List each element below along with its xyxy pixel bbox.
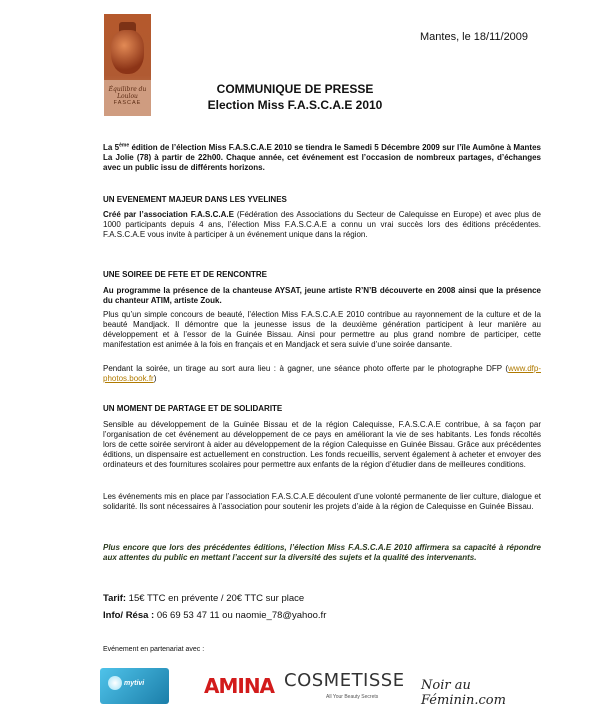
mytivi-icon	[108, 676, 122, 690]
closing-statement: Plus encore que lors des précédentes éditions, l’élection Miss F.A.S.C.A.E 2010 affirmera sa capacité à répondre aux attentes du public en mettant l’accent sur la diversité des sujets et la qualité des intervenants.	[103, 543, 541, 562]
document-date: Mantes, le 18/11/2009	[420, 31, 529, 43]
section-heading-evenement: UN EVENEMENT MAJEUR DANS LES YVELINES	[103, 195, 287, 204]
section3-paragraph-2: Les événements mis en place par l’association F.A.S.C.A.E découlent d’une volonté permanente de lier culture, dialogue et solidarité. Ils sont nécessaires à l’association pour soutenir les projets d’aide à la région de Calequisse en Guinée Bissau.	[103, 492, 541, 511]
dfp-photos-link[interactable]: www.dfp-photos.book.fr	[103, 364, 541, 383]
vase-icon	[111, 30, 144, 74]
cosmetisse-logo	[284, 668, 405, 704]
section1-paragraph	[103, 210, 541, 240]
info-label: Info/ Résa :	[103, 610, 155, 621]
intro-superscript: ème	[119, 142, 130, 149]
page-title: COMMUNIQUE DE PRESSE	[216, 82, 374, 96]
section2-bold-paragraph: Au programme la présence de la chanteuse AYSAT, jeune artiste R’N’B découverte en 2008 ainsi que la présence du chanteur ATIM, artiste Zouk.	[103, 286, 541, 305]
info-line	[103, 610, 326, 621]
section2-paragraph: Plus qu’un simple concours de beauté, l’élection Miss F.A.S.C.A.E 2010 contribue au rayonnement de la culture et de la beauté Mandjack. Il démontre que la jeunesse issus de la deuxième génération participent à leur manière au développement et à l’essor de la Guinée Bissau. Ainsi pour permettre au plus grand nombre de participer, cette manifestation est animée à la fois en français et en Mandjack et sera suivie d’une soirée dansante.	[103, 310, 541, 349]
intro-prefix: La 5	[103, 143, 120, 152]
noir-au-feminin-logo	[421, 668, 551, 708]
noir-au-feminin-text: Noir au Féminin.com	[421, 678, 506, 708]
cosmetisse-tagline: All Your Beauty Secrets	[326, 694, 379, 700]
logo-brand-text: FASCAE	[113, 100, 142, 106]
info-value: 06 69 53 47 11 ou naomie_78@yahoo.fr	[154, 610, 327, 621]
tirage-suffix: )	[153, 374, 157, 383]
fascae-logo	[104, 14, 151, 116]
tarif-line	[103, 593, 304, 604]
section-heading-soiree: UNE SOIREE DE FETE ET DE RENCONTRE	[103, 270, 268, 279]
page-subtitle: Election Miss F.A.S.C.A.E 2010	[207, 98, 383, 112]
tarif-value: 15€ TTC en prévente / 20€ TTC sur place	[126, 593, 305, 604]
mytivi-text: mytivi	[124, 680, 145, 687]
section2-tirage-paragraph	[103, 364, 541, 384]
tarif-label: Tarif:	[103, 593, 127, 604]
tirage-text: Pendant la soirée, un tirage au sort aura lieu : à gagner, une séance photo offerte par le photographe DFP (	[103, 364, 509, 373]
logo-script-text: Équilibre du Loulou	[108, 86, 147, 100]
intro-paragraph	[103, 143, 541, 173]
amina-text: AMINA	[204, 674, 275, 698]
partners-label: Evénement en partenariat avec :	[103, 646, 205, 653]
section1-bold-lead: Créé par l’association F.A.S.C.A.E	[103, 210, 234, 219]
mytivi-logo	[100, 668, 169, 704]
section3-paragraph-1: Sensible au développement de la Guinée Bissau et de la région Calequisse, F.A.S.C.A.E contribue, à sa façon par l’organisation de cet événement au développement de ce pays en améliorant la vie de ses habitants. Les fonds récoltés lors de cette soirée serviront à aider au développement de la région Calequisse en Guinée Bissau. Grâce aux précédentes éditions, un dispensaire est actuellement en construction. Les fonds recueillis, servent également à acheter et envoyer des ordinateurs et des fournitures scolaires pour permettre aux enfants de la région d’étudier dans de meilleures conditions.	[103, 420, 541, 469]
section1-text: (Fédération des Associations du Secteur de Calequisse en Europe) et avec plus de 1000 participants depuis 4 ans, l’élection Miss F.A.S.C.A.E a connu un vrai succès lors des éditions précédentes. F.A.S.C.A.E vous invite à participer à un événement unique dans la région.	[103, 210, 542, 239]
cosmetisse-text: COSMETISSE	[284, 670, 405, 691]
intro-text: édition de l’élection Miss F.A.S.C.A.E 2010 se tiendra le Samedi 5 Décembre 2009 sur l’île Aumône à Mantes La Jolie (78) à partir de 22h00. Chaque année, cet événement est l’occasion de nombreux partages, d’échanges avec un public issu de différents horizons.	[103, 143, 541, 172]
amina-logo	[204, 668, 275, 704]
section-heading-partage: UN MOMENT DE PARTAGE ET DE SOLIDARITE	[103, 404, 283, 413]
